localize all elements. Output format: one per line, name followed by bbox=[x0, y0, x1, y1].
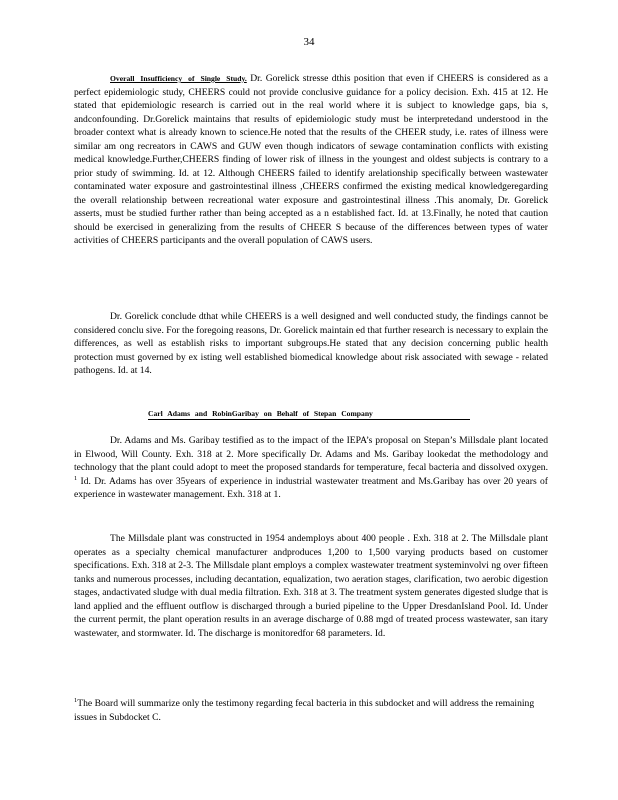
footnote-marker: 1 bbox=[74, 696, 78, 704]
stepan-paragraph-1-text-a: Dr. Adams and Ms. Garibay testified as to the impact of the IEPA’s proposal on Stepan’s Millsdale plant located in Elwood, Will County. Exh. 318 at 2. More specifically Dr. Adams and Ms. Garibay lookedat the methodology and technology that the plant could adopt to meet the proposed standards for temperature, fecal bacteria and dissolved oxygen. bbox=[74, 435, 548, 473]
stepan-section-heading: Carl Adams and RobinGaribay on Behalf of Stepan Company bbox=[148, 409, 470, 420]
gorelick-paragraph-1 bbox=[74, 72, 548, 248]
stepan-paragraph-2 bbox=[74, 532, 548, 640]
gorelick-paragraph-1-text: Dr. Gorelick stresse dthis position that even if CHEERS is considered as a perfect epidemiologic study, CHEERS could not provide conclusive guidance for a policy decision. Exh. 415 at 12. He stated that epidemiologic research is carried out in the real world where it is subject to knowledge gaps, bia s, andconfounding. Dr.Gorelick maintains that results of epidemiologic study must be interpretedand understood in the broader context what is already known to science.He noted that the results of the CHEER study, i.e. rates of illness were similar am ong recreators in CAWS and GUW even though indicators of sewage contamination conflicts with existing medical knowledge.Further,CHEERS finding of lower risk of illness in the youngest and oldest subjects is contrary to a prior study of swimming. Id. at 12. Although CHEERS failed to identify arelationship specifically between wastewater contaminated water exposure and gastrointestinal illness ,CHEERS confirmed the existing medical knowledgeregarding the overall relationship between recreational water exposure and gastrointestinal illness .This anomaly, Dr. Gorelick asserts, must be studied further rather than being accepted as a n established fact. Id. at 13.Finally, he noted that caution should be exercised in generalizing from the results of CHEER S because of the differences between types of water activities of CHEERS participants and the overall population of CAWS users. bbox=[74, 73, 548, 246]
gorelick-paragraph-2-text: Dr. Gorelick conclude dthat while CHEERS is a well designed and well conducted study, the findings cannot be considered conclu sive. For the foregoing reasons, Dr. Gorelick maintain ed that further research is necessary to explain the differences, as well as establish risks to important subgroups.He stated that any decision concerning public health protection must governed by ex isting well established biomedical knowledge about risk associated with sewage - related pathogens. Id. at 14. bbox=[74, 311, 548, 376]
footnote bbox=[74, 697, 548, 724]
footnote-text: The Board will summarize only the testimony regarding fecal bacteria in this subdocket and will address the remaining issues in Subdocket C. bbox=[74, 698, 535, 723]
gorelick-paragraph-2 bbox=[74, 310, 548, 378]
page-number: 34 bbox=[303, 36, 315, 48]
stepan-paragraph-1 bbox=[74, 434, 548, 502]
stepan-paragraph-2-text: The Millsdale plant was constructed in 1954 andemploys about 400 people . Exh. 318 at 2. The Millsdale plant operates as a specialty chemical manufacturer andproduces 1,200 to 1,500 varying products based on customer specifications. Exh. 318 at 2-3. The Millsdale plant employs a complex wastewater treatment systeminvolvi ng over fifteen tanks and numerous processes, including decantation, equalization, two aeration stages, clarification, two aerobic digestion stages, andactivated sludge with dual media filtration. Exh. 318 at 3. The treatment system generates digested sludge that is land applied and the effluent outflow is discharged through a buried pipeline to the Upper DresdanIsland Pool. Id. Under the current permit, the plant operation results in an average discharge of 0.88 mgd of treated process wastewater, san itary wastewater, and stormwater. Id. The discharge is monitoredfor 68 parameters. Id. bbox=[74, 533, 548, 639]
footnote-reference: 1 bbox=[74, 474, 78, 482]
gorelick-run-in-heading: Overall Insufficiency of Single Study. bbox=[110, 74, 247, 83]
stepan-paragraph-1-text-b: Id. Dr. Adams has over 35years of experience in industrial wastewater treatment and Ms.Garibay has over 20 years of experience in wastewater management. Exh. 318 at 1. bbox=[74, 475, 549, 500]
